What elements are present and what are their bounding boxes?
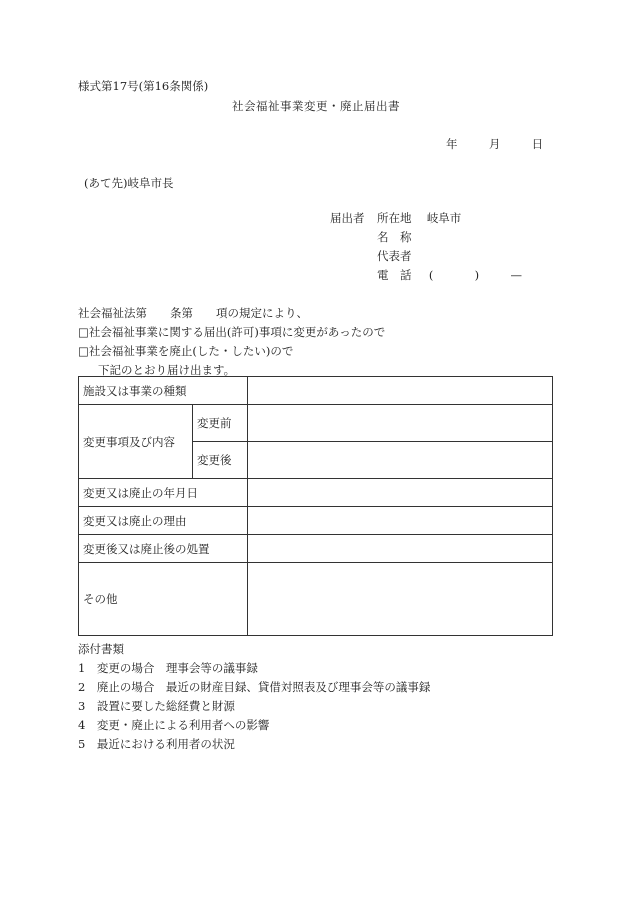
facility-type-label: 施設又は事業の種類 [79,377,248,405]
statement-option-change: □社会福祉事業に関する届出(許可)事項に変更があったので [78,325,386,339]
list-item: 2 廃止の場合 最近の財産目録、貸借対照表及び理事会等の議事録 [78,680,431,694]
facility-type-field [248,377,553,405]
notifier-phone [377,268,522,282]
reason-row-label: 変更又は廃止の理由 [79,507,248,535]
before-label: 変更前 [193,405,248,442]
table-row [79,377,553,405]
table-row [79,563,553,636]
list-item: 1 変更の場合 理事会等の議事録 [78,661,258,675]
table-row [79,535,553,563]
day-label: 日 [531,137,544,151]
form-table [78,376,553,636]
document-title: 社会福祉事業変更・廃止届出書 [232,99,400,113]
change-items-label: 変更事項及び内容 [79,405,193,479]
list-item: 5 最近における利用者の状況 [78,737,235,751]
statement-line4: 下記のとおり届け出ます。 [98,363,236,377]
after-label: 変更後 [193,442,248,479]
disposition-row-field [248,535,553,563]
before-field [248,405,553,442]
list-item: 3 設置に要した総経費と財源 [78,699,235,713]
attachments-block [78,640,430,754]
notifier-label: 届出者 [330,211,365,225]
table-row [79,479,553,507]
addressee: (あて先)岐阜市長 [84,176,174,190]
phone-close-paren: ) [474,268,480,282]
notifier-address [377,211,461,225]
phone-open-paren: ( [428,268,434,282]
notifier-name-label: 名 称 [377,230,412,244]
address-value: 岐阜市 [426,211,462,225]
statement-block [78,304,385,380]
reason-row-field [248,507,553,535]
statement-option-abolish: □社会福祉事業を廃止(した・したい)ので [78,344,294,358]
address-label: 所在地 [377,211,412,225]
table-row [79,405,553,442]
date-row-label: 変更又は廃止の年月日 [79,479,248,507]
disposition-row-label: 変更後又は廃止後の処置 [79,535,248,563]
other-row-label: その他 [79,563,248,636]
other-row-field [248,563,553,636]
phone-label: 電 話 [377,268,412,282]
after-field [248,442,553,479]
list-item: 4 変更・廃止による利用者への影響 [78,718,270,732]
form-number: 様式第17号(第16条関係) [78,79,209,93]
date-line [446,137,543,151]
month-label: 月 [488,137,501,151]
year-label: 年 [446,137,458,151]
phone-dash: — [510,268,522,282]
notifier-representative-label: 代表者 [377,249,412,263]
table-row [79,507,553,535]
statement-line1: 社会福祉法第 条第 項の規定により、 [78,306,308,320]
date-row-field [248,479,553,507]
attachments-heading: 添付書類 [78,642,124,656]
